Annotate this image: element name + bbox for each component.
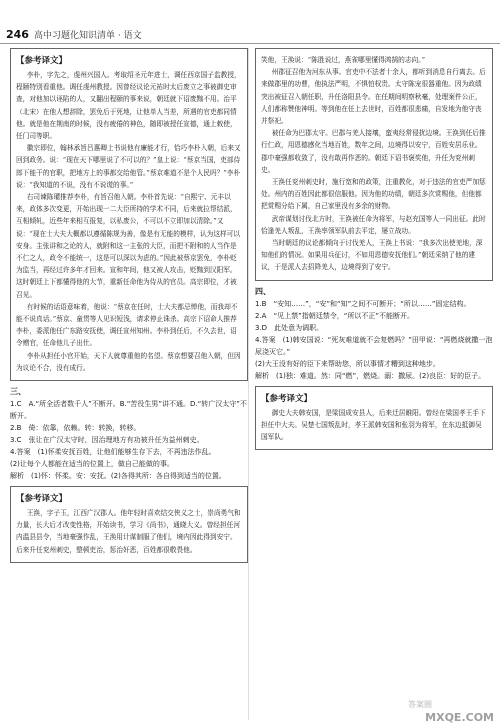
watermark-subtext: 答案圈 — [408, 700, 432, 709]
translation-box — [10, 48, 248, 381]
translation-paragraph: 当时朝廷的议论都倾向于讨伐羌人，王涣上书说：“我多次出使羌地，深知他们的情况。如果用兵征讨，不如用恩德安抚他们。”朝廷采纳了他的建议，于是派人去招降羌人，边境得到了安宁。 — [261, 239, 483, 272]
header-rule — [0, 43, 500, 44]
translation-heading: 【参考译文】 — [16, 494, 68, 505]
right-column — [255, 48, 493, 455]
translation-paragraph: 武帝谋划讨伐北方时，王涣被任命为将军，与赵充国等人一同出征。此时恰逢羌人叛乱，王涣率领军队前去平定，屡立战功。 — [261, 214, 486, 235]
answer-item: 4.答案 (1)韩安国说：“死灰难道就不会复燃吗？”田甲说：“再燃烧就撒一泡尿浇灭它。” — [255, 335, 493, 356]
section-heading: 三、 — [10, 387, 26, 397]
translation-paragraph: 王涣任兖州刺史时，施行宽和的政策，注重教化，对于违法的官吏严加惩处。州内的百姓因此都很信服他。因为他的功绩，朝廷多次赏赐他，但他都把赏赐分给下属，自己家里没有多余的财物。 — [261, 178, 486, 211]
section-heading: 四、 — [255, 286, 271, 296]
translation-heading: 【参考译文】 — [261, 393, 313, 404]
translation-box-2 — [10, 486, 248, 563]
answer-item: 3.D 此处意为调职。 — [255, 323, 324, 332]
translation-heading: 【参考译文】 — [16, 56, 68, 66]
answer-item: 1.B “安知……”，“安”和“知”之间不可断开；“所以……”固定结构。 — [255, 299, 471, 308]
answer-item: 2.A “见上禁”指朝廷禁令，“所以不正”不能断开。 — [255, 311, 414, 320]
translation-continued-box — [255, 48, 493, 281]
column-divider — [248, 48, 249, 720]
answer-item: 1.C A.“所全活者数千人”不断开。B.“苦役生男”讲不通。D.“转广汉太守”不断开。 — [10, 400, 247, 421]
page-header — [0, 0, 500, 40]
translation-paragraph: 被任命为巴郡太守。巴郡与羌人接壤，蛮夷经常侵扰边境。王涣到任后推行仁政，用恩德感化当地百姓，数年之间，边境得以安宁，百姓安居乐业。郡中豪强都收敛了，没有敢再作恶的。朝廷下诏书褒奖他，升任为兖州刺史。 — [261, 129, 486, 174]
answer-item: 4.答案 (1)怀柔安抚百姓，让他们能够生存下去，不再违法作乱。 — [10, 448, 216, 457]
translation-box-3 — [255, 386, 493, 451]
answer-item: (2)大王没有好的臣下来帮助您，所以事情才糟到这种地步。 — [255, 359, 440, 368]
translation-paragraph: 州郡征召他为河东从事。官吏中不法者十余人，都听到消息自行离去。后来做郡里的功曹，他执法严明，不惧怕权贵。太守陈宠很器重他。因为政绩突出被征召入朝任职，升任洛阳县令。在任期间明察秋毫，处理案件公正，人们都称赞他神明。等到他在任上去世时，百姓都很悲痛，自发地为他守丧并祭祀。 — [261, 68, 486, 126]
left-column — [10, 48, 248, 568]
translation-paragraph: 有时候的话语意味着，他说：“蔡京在任时，士大夫都忌惮他，而我却不能不说真话。”蔡京、童贯等人见识短浅，请求停止诛杀。高宗下诏命人推荐李朴，委派他任广东路安抚使，调任宣州知州。李朴到任后，不久去世，诏令赠官，任命他儿子出仕。 — [16, 302, 238, 348]
watermark-logo: MXQE.COM — [425, 711, 494, 724]
running-title: 高中习题化知识清单 · 语文 — [34, 31, 142, 41]
translation-paragraph: 徽宗即位，翰林承旨吕惠卿上书说他有廉能才行，恰巧李朴入朝，后来又回到政务。说：“现在天下哪里说了不可以的？”皇上说：“蔡京当国，吏部侍郎下能干的官职，把地方上的事都交给他管。”蔡京难道不是个人民吗？”李朴说：“我知道的不说，没有不说谎的事。” — [16, 144, 241, 189]
analysis-note: 解析 (1)独：难道。然：同“燃”，燃烧。溺：撒尿。(2)良臣：好的臣子。 — [255, 371, 486, 380]
answer-item: (2)让每个人都能在适当的位置上，做自己能做的事。 — [10, 460, 174, 469]
translation-paragraph: 李朴，字先之，虔州兴国人。考取绍圣元年进士，调任西京国子监教授，程颐特别看重他。调任虔州教授。因曾经议论元祐时太后废立之事被御史审查，对他加以诬陷的人，又翻出程颐的事来说，朝廷就下诏废黜不用。治平（北宋）在他人想辞除，罢免后于死地，让他单人当差，所遇的官吏都同情他。就是他在荆南的时候，没有疲倦的神色，随即被授任宣德，通上敕使，任门司等职。 — [16, 71, 241, 141]
analysis-note: 解析 (1)怀：怀柔。安：安抚。(2)各得其所：各自得到适当的位置。 — [10, 472, 226, 481]
translation-paragraph: 右司谏陈瓘推荐李朴，有旨召他入朝。李朴首先说：“自熙宁、元丰以来，政体多次变更，开始出现一二大臣所持的学术不同，后来就拉帮结派，互相倾轧，近些年来相互报复，以私废公，不可以不立即加以清除。”又说：“现在士大夫大概都以遵循陈规为善，像是有无能的模样，认为这样可以安身。主张讲和之论的人，就附和这一主张的大臣，而把不附和的人当作是不仁之人，政令不能统一，这是可以深以为虑的。”因此被蔡京罢免，李朴贬为监当，再经过许多年才回来。宣和年间，他又被人攻击，贬黜到汉阳军。这时朝廷上下都懂得他的大节，重新任命他为侍从的官员。高宗即位，才被召见。 — [16, 193, 241, 299]
translation-paragraph: 笑他，王涣说：“陈胜说过，燕雀哪里懂得鸿鹄的志向。” — [261, 56, 425, 64]
translation-paragraph: 御史大夫韩安国，是梁国成安县人，后来迁居睢阳。曾经在梁国孝王手下担任中大夫。吴楚七国叛乱时，孝王派韩安国和张羽为将军，在东边抵御吴国军队。 — [261, 408, 486, 442]
answer-item: 3.C 张让在广汉太守时，因治理地方有功被升任为益州刺史。 — [10, 436, 204, 445]
page-number: 246 — [6, 28, 29, 41]
translation-paragraph: 李朴从担任小官开始，天下人就尊重他的名望。蔡京想要召他入朝，但因为议论不合，没有成行。 — [16, 351, 241, 372]
answer-item: 2.B 倚：依靠，依赖。转：转换，转移。 — [10, 424, 141, 433]
translation-paragraph: 王涣，字子玉，江西广汉郡人。他年轻时喜欢结交侠义之士，崇尚勇气和力量，长大后才改变性格，开始读书，学习《尚书》，通晓大义。曾经担任河内温县县令，当地豪强作乱，王涣用计谋制服了他们，境内因此得到安宁。后来升任兖州刺史，整顿吏治，惩治奸恶，百姓都很敬畏他。 — [16, 509, 241, 554]
